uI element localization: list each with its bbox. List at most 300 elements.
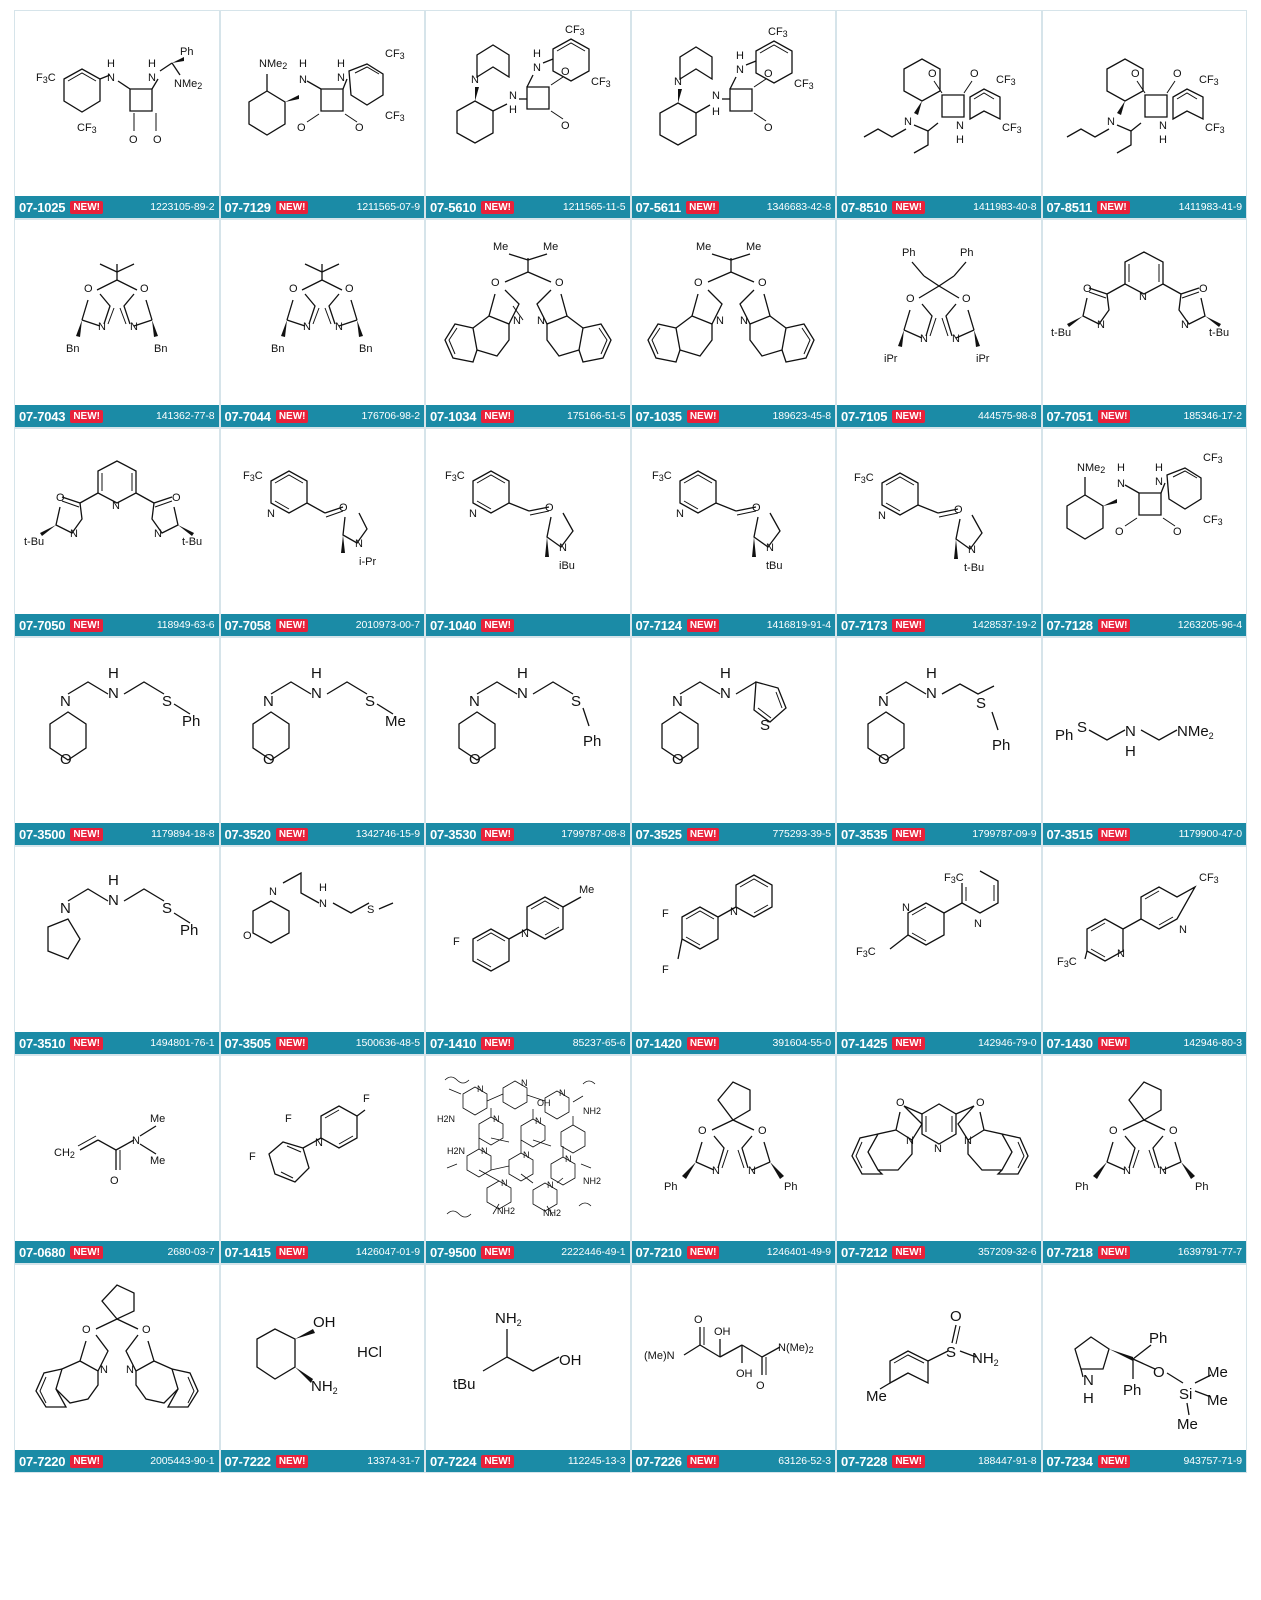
structure-melamine-polymer-network (426, 1056, 630, 1241)
product-label (426, 1241, 630, 1263)
product-cell[interactable] (836, 1264, 1042, 1473)
product-cell[interactable] (836, 219, 1042, 428)
cas-number: 775293-39-5 (772, 828, 831, 840)
svg-text:N: N (522, 1149, 530, 1160)
svg-text:N: N (131, 1134, 140, 1147)
svg-text:N: N (536, 314, 545, 327)
product-label (426, 405, 630, 427)
product-cell[interactable] (14, 10, 220, 219)
svg-text:N: N (520, 1077, 528, 1088)
svg-text:F: F (452, 935, 460, 948)
cas-number: 142946-79-0 (978, 1037, 1037, 1049)
new-badge: NEW! (687, 619, 720, 632)
product-label (221, 1241, 425, 1263)
structure-cyclopentyl-bis-indanyl-oxazoline (15, 1265, 219, 1450)
svg-text:NH2: $NH_2$ (311, 1377, 338, 1396)
svg-text:Me: Me (1207, 1363, 1229, 1381)
cas-number: 2680-03-7 (167, 1246, 215, 1258)
product-cell[interactable] (1042, 428, 1248, 637)
svg-text:OH: OH (313, 1313, 336, 1331)
product-label (632, 196, 836, 218)
svg-text:N: N (766, 541, 775, 554)
svg-text:O: O (949, 1307, 962, 1325)
svg-text:Me: Me (746, 240, 762, 253)
new-badge: NEW! (1098, 1246, 1131, 1259)
product-code: 07-7220 (19, 1453, 66, 1469)
product-cell[interactable] (425, 10, 631, 219)
product-cell[interactable] (220, 428, 426, 637)
svg-text:Bn: Bn (153, 342, 168, 355)
svg-text:O: O (694, 1313, 703, 1326)
svg-text:N: N (476, 1083, 484, 1094)
svg-text:NMe2: NMe$_2$ (1177, 722, 1214, 741)
product-code: 07-7222 (224, 1453, 271, 1469)
svg-text:Ph: Ph (1123, 1381, 1142, 1399)
svg-text:N: N (901, 901, 910, 914)
svg-text:O: O (139, 282, 149, 295)
structure-cf3-pyridyl-oxazoline-ibu (426, 429, 630, 614)
product-cell[interactable] (220, 1055, 426, 1264)
new-badge: NEW! (70, 619, 103, 632)
cas-number: 1411983-41-9 (1178, 201, 1242, 213)
product-label (837, 405, 1041, 427)
svg-text:H: H (508, 103, 517, 116)
svg-text:N: N (919, 332, 928, 345)
product-grid (14, 10, 1247, 1473)
product-cell[interactable] (220, 846, 426, 1055)
new-badge: NEW! (481, 1455, 514, 1468)
svg-text:Bn: Bn (359, 342, 373, 355)
structure-difluorophenyl-pyridine (632, 847, 836, 1032)
svg-text:N: N (905, 1134, 914, 1147)
product-label (632, 1241, 836, 1263)
svg-text:N: N (1159, 1164, 1168, 1177)
svg-text:O: O (1199, 282, 1208, 295)
product-cell[interactable] (220, 219, 426, 428)
svg-text:N: N (129, 320, 138, 333)
structure-bis-cf3-bipyridine-5,5 (1043, 847, 1247, 1032)
svg-text:N: N (111, 499, 120, 512)
svg-text:S: S (945, 1343, 956, 1361)
product-label (221, 1450, 425, 1472)
svg-text:Bn: Bn (65, 342, 80, 355)
svg-text:H: H (147, 57, 156, 70)
svg-text:N: N (720, 684, 732, 702)
svg-text:N: N (963, 1134, 972, 1147)
svg-text:CF3: CF3 (794, 77, 814, 91)
svg-text:H: H (107, 664, 119, 682)
structure-n,n-dimethylacrylamide (15, 1056, 219, 1241)
cas-number: 142946-80-3 (1183, 1037, 1242, 1049)
svg-text:O: O (1131, 67, 1140, 80)
svg-text:N: N (903, 115, 912, 128)
new-badge: NEW! (892, 619, 925, 632)
new-badge: NEW! (1098, 1037, 1131, 1050)
svg-text:O: O (289, 282, 298, 295)
cas-number: 1263205-96-4 (1177, 619, 1242, 631)
svg-text:CF3: CF3 (590, 75, 611, 89)
product-cell[interactable] (1042, 1055, 1248, 1264)
structure-difluorophenyl-fluoropyridine (221, 1056, 425, 1241)
new-badge: NEW! (276, 1455, 309, 1468)
cas-number: 1500636-48-5 (355, 1037, 420, 1049)
structure-bis-cf3-bipyridine-4,4 (837, 847, 1041, 1032)
new-badge: NEW! (1098, 828, 1131, 841)
svg-text:O: O (877, 750, 890, 768)
svg-text:N: N (951, 332, 960, 345)
svg-text:N: N (955, 119, 964, 132)
product-code: 07-7043 (19, 408, 66, 424)
svg-text:H: H (299, 57, 308, 70)
product-cell[interactable] (631, 637, 837, 846)
product-label (15, 196, 219, 218)
svg-text:N: N (1125, 722, 1137, 740)
svg-text:iBu: iBu (558, 559, 575, 572)
svg-text:N: N (730, 905, 739, 918)
svg-text:tBu: tBu (766, 559, 783, 572)
product-label (15, 823, 219, 845)
product-cell[interactable] (836, 428, 1042, 637)
svg-text:N: N (311, 684, 323, 702)
product-cell[interactable] (14, 1055, 220, 1264)
product-code: 07-7124 (635, 617, 682, 633)
svg-text:N(Me)2: N(Me)2 (778, 1341, 814, 1355)
product-cell[interactable] (425, 219, 631, 428)
svg-text:O: O (171, 491, 181, 504)
new-badge: NEW! (70, 1246, 103, 1259)
svg-text:N: N (69, 527, 78, 540)
product-cell[interactable] (14, 428, 220, 637)
product-label (15, 1032, 219, 1054)
structure-p-toluenesulfinamide (837, 1265, 1041, 1450)
cas-number: 391604-55-0 (772, 1037, 831, 1049)
product-label (837, 1032, 1041, 1054)
svg-text:O: O (468, 750, 481, 768)
svg-text:O: O (764, 67, 773, 80)
cas-number: 112245-13-3 (567, 1455, 626, 1467)
product-cell[interactable] (220, 10, 426, 219)
svg-text:O: O (758, 276, 767, 289)
svg-text:O: O (490, 276, 500, 289)
cas-number: 444575-98-8 (978, 410, 1037, 422)
product-cell[interactable] (14, 219, 220, 428)
product-cell[interactable] (631, 846, 837, 1055)
product-code: 07-3515 (1046, 826, 1093, 842)
product-label (221, 196, 425, 218)
svg-text:CF3: CF3 (385, 109, 405, 123)
structure-tartaric-bis-dimethylamide (632, 1265, 836, 1450)
svg-text:CF3: CF3 (76, 121, 97, 135)
svg-text:N: N (153, 527, 162, 540)
svg-text:Ph: Ph (1055, 726, 1074, 744)
new-badge: NEW! (686, 201, 719, 214)
svg-text:CF3: CF3 (995, 73, 1016, 87)
svg-text:N: N (1123, 1164, 1132, 1177)
svg-text:N: N (107, 891, 119, 909)
svg-text:Me: Me (149, 1112, 166, 1125)
svg-text:N: N (558, 1087, 566, 1098)
svg-text:S: S (570, 692, 581, 710)
svg-text:O: O (109, 1174, 119, 1187)
svg-text:H: H (1117, 461, 1126, 474)
product-label (15, 614, 219, 636)
svg-text:N: N (546, 1179, 554, 1190)
svg-text:NMe2: NMe2 (259, 57, 288, 71)
svg-text:OH: OH (714, 1325, 731, 1338)
cas-number: 176706-98-2 (361, 410, 420, 422)
cas-number: 1211565-11-5 (562, 201, 626, 213)
product-cell[interactable] (425, 1055, 631, 1264)
product-code: 07-7128 (1046, 617, 1093, 633)
svg-text:N: N (337, 71, 346, 84)
svg-text:O: O (560, 65, 570, 78)
svg-text:S: S (1077, 718, 1088, 736)
svg-text:N: N (97, 320, 106, 333)
svg-text:Ph: Ph (784, 1180, 798, 1193)
svg-text:O: O (756, 1379, 765, 1392)
product-cell[interactable] (631, 1264, 837, 1473)
cas-number: 13374-31-7 (367, 1455, 420, 1467)
product-cell[interactable] (631, 219, 837, 428)
product-cell[interactable] (425, 637, 631, 846)
product-cell[interactable] (220, 1264, 426, 1473)
svg-text:t-Bu: t-Bu (23, 535, 44, 548)
svg-text:t-Bu: t-Bu (181, 535, 202, 548)
product-cell[interactable] (1042, 637, 1248, 846)
product-code: 07-3510 (19, 1035, 66, 1051)
svg-text:F: F (363, 1092, 370, 1105)
cas-number: 2010973-00-7 (355, 619, 420, 631)
new-badge: NEW! (70, 1455, 103, 1468)
svg-text:N: N (973, 917, 982, 930)
svg-text:N: N (1155, 475, 1164, 488)
svg-text:H: H (106, 57, 115, 70)
svg-text:CF3: CF3 (1203, 451, 1223, 465)
svg-text:N: N (716, 314, 725, 327)
product-code: 07-7212 (841, 1244, 888, 1260)
structure-morpholino-propylamino-ethyl-s (221, 847, 425, 1032)
svg-text:F3C: F3C (853, 471, 874, 485)
svg-text:NMe2: NMe2 (173, 77, 202, 91)
svg-text:F3C: F3C (855, 945, 876, 959)
svg-text:N: N (712, 89, 721, 102)
svg-text:Me: Me (1177, 1415, 1199, 1433)
new-badge: NEW! (276, 1246, 309, 1259)
product-code: 07-7129 (224, 199, 271, 215)
product-cell[interactable] (836, 846, 1042, 1055)
product-label (426, 823, 630, 845)
svg-text:N: N (1159, 119, 1168, 132)
product-label (1043, 405, 1247, 427)
svg-text:N: N (877, 509, 886, 522)
product-code: 07-5611 (635, 199, 682, 215)
svg-text:CF3: CF3 (1199, 73, 1219, 87)
svg-text:O: O (83, 282, 93, 295)
product-cell[interactable] (14, 637, 220, 846)
structure-prolinol-tms-diphenyl (1043, 1265, 1247, 1450)
new-badge: NEW! (892, 1037, 925, 1050)
product-cell[interactable] (14, 1264, 220, 1473)
structure-squaramide-piperidinyl-cyclohexyl-b (632, 11, 836, 196)
svg-text:N: N (355, 537, 364, 550)
svg-text:F3C: F3C (35, 71, 56, 85)
svg-text:N: N (1117, 477, 1126, 490)
product-code: 07-1425 (841, 1035, 888, 1051)
structure-pybox-tbu-ent (15, 429, 219, 614)
svg-text:N: N (676, 507, 685, 520)
svg-text:O: O (243, 929, 252, 942)
svg-text:H: H (337, 57, 346, 70)
structure-cf3-pyridyl-oxazoline-ipr (221, 429, 425, 614)
product-cell[interactable] (631, 1055, 837, 1264)
product-label (837, 196, 1041, 218)
cas-number: 1179894-18-8 (151, 828, 215, 840)
structure-pybox-tbu (1043, 220, 1247, 405)
svg-text:NMe2: NMe2 (1077, 461, 1106, 475)
svg-text:N: N (335, 320, 344, 333)
svg-text:NH2: NH2 (582, 1175, 601, 1186)
product-cell[interactable] (836, 637, 1042, 846)
product-cell[interactable] (1042, 10, 1248, 219)
svg-text:Ph: Ph (991, 736, 1011, 754)
svg-text:O: O (1169, 1124, 1178, 1137)
svg-text:OH: OH (536, 1097, 551, 1108)
product-label (632, 1032, 836, 1054)
product-cell[interactable] (425, 1264, 631, 1473)
cas-number: 175166-51-5 (567, 410, 626, 422)
product-cell[interactable] (631, 10, 837, 219)
structure-bisoxazoline-bn (15, 220, 219, 405)
structure-squaramide-piperidinyl-cyclohexyl (426, 11, 630, 196)
svg-text:O: O (141, 1323, 151, 1336)
cas-number: 1346683-42-8 (766, 201, 831, 213)
product-cell[interactable] (14, 846, 220, 1055)
svg-text:O: O (152, 133, 162, 146)
svg-text:O: O (544, 501, 554, 514)
product-code: 07-7228 (841, 1453, 888, 1469)
svg-text:CF3: CF3 (1001, 121, 1022, 135)
cas-number: 189623-45-8 (772, 410, 831, 422)
new-badge: NEW! (687, 410, 720, 423)
product-cell[interactable] (1042, 219, 1248, 428)
svg-text:H2N: H2N (446, 1145, 465, 1156)
svg-text:CF3: CF3 (564, 23, 585, 37)
svg-text:O: O (698, 1124, 707, 1137)
product-code: 07-3500 (19, 826, 66, 842)
svg-text:t-Bu: t-Bu (1051, 326, 1072, 339)
svg-text:N: N (564, 1153, 572, 1164)
svg-text:Si: Si (1179, 1385, 1193, 1403)
svg-text:N: N (269, 885, 278, 898)
svg-text:CF3: CF3 (1203, 513, 1223, 527)
cas-number: 1416819-91-4 (766, 619, 831, 631)
product-label (426, 614, 630, 636)
svg-text:Me: Me (542, 240, 559, 253)
product-cell[interactable] (1042, 1264, 1248, 1473)
product-code: 07-8510 (841, 199, 888, 215)
product-cell[interactable] (425, 428, 631, 637)
product-label (15, 1450, 219, 1472)
cas-number: 1426047-01-9 (355, 1246, 420, 1258)
product-label (837, 614, 1041, 636)
product-code: 07-7105 (841, 408, 888, 424)
svg-text:O: O (694, 276, 703, 289)
product-cell[interactable] (1042, 846, 1248, 1055)
svg-text:H: H (319, 881, 328, 894)
product-code: 07-1420 (635, 1035, 682, 1051)
svg-text:H2N: H2N (436, 1113, 455, 1124)
svg-text:CH2: CH2 (53, 1146, 75, 1160)
cas-number: 1342746-15-9 (355, 828, 420, 840)
structure-squaramide-n-butyl-piperidine (837, 11, 1041, 196)
product-label (1043, 823, 1247, 845)
svg-text:O: O (764, 121, 773, 134)
svg-text:N: N (877, 692, 889, 710)
structure-cyclopentyl-bisoxazoline-ph (632, 1056, 836, 1241)
svg-text:O: O (1083, 282, 1092, 295)
svg-text:F3C: F3C (652, 469, 672, 483)
svg-text:O: O (758, 1124, 767, 1137)
product-cell[interactable] (836, 10, 1042, 219)
product-label (837, 823, 1041, 845)
svg-text:F3C: F3C (243, 469, 263, 483)
product-cell[interactable] (631, 428, 837, 637)
product-label (1043, 1032, 1247, 1054)
new-badge: NEW! (892, 201, 925, 214)
svg-text:H: H (736, 49, 745, 62)
svg-text:H: H (311, 664, 323, 682)
structure-morpholino-ethylamino-ethyl-sph (15, 638, 219, 823)
cas-number: 1428537-19-2 (972, 619, 1037, 631)
product-cell[interactable] (220, 637, 426, 846)
svg-text:H: H (955, 133, 964, 146)
svg-text:Ph: Ph (179, 45, 194, 58)
product-cell[interactable] (425, 846, 631, 1055)
svg-text:N: N (59, 899, 71, 917)
svg-text:Ph: Ph (582, 732, 602, 750)
svg-text:N: N (147, 71, 156, 84)
svg-text:Bn: Bn (271, 342, 285, 355)
cas-number: 1179900-47-0 (1178, 828, 1242, 840)
product-cell[interactable] (836, 1055, 1042, 1264)
new-badge: NEW! (1098, 410, 1131, 423)
svg-text:CF3: CF3 (1199, 871, 1219, 885)
cas-number: 2005443-90-1 (150, 1455, 215, 1467)
cas-number: 943757-71-9 (1183, 1455, 1242, 1467)
structure-phs-ethyl-amino-ethyl-nme2 (1043, 638, 1247, 823)
product-label (1043, 1450, 1247, 1472)
svg-text:O: O (905, 292, 915, 305)
svg-text:HCl: HCl (357, 1343, 383, 1361)
cas-number: 1494801-76-1 (150, 1037, 215, 1049)
svg-text:N: N (263, 692, 275, 710)
svg-text:Ph: Ph (1195, 1180, 1209, 1193)
svg-text:S: S (161, 692, 172, 710)
svg-text:H: H (516, 664, 528, 682)
product-label (221, 1032, 425, 1054)
svg-text:Ph: Ph (959, 246, 974, 259)
svg-text:N: N (925, 684, 937, 702)
svg-text:N: N (532, 61, 541, 74)
svg-text:H: H (532, 47, 541, 60)
svg-text:S: S (367, 903, 375, 916)
structure-squaramide-n-butyl-piperidine-b (1043, 11, 1247, 196)
product-code: 07-3535 (841, 826, 888, 842)
product-code: 07-1040 (430, 617, 477, 633)
svg-text:Ph: Ph (181, 712, 201, 730)
svg-text:Me: Me (578, 883, 595, 896)
new-badge: NEW! (687, 1037, 720, 1050)
